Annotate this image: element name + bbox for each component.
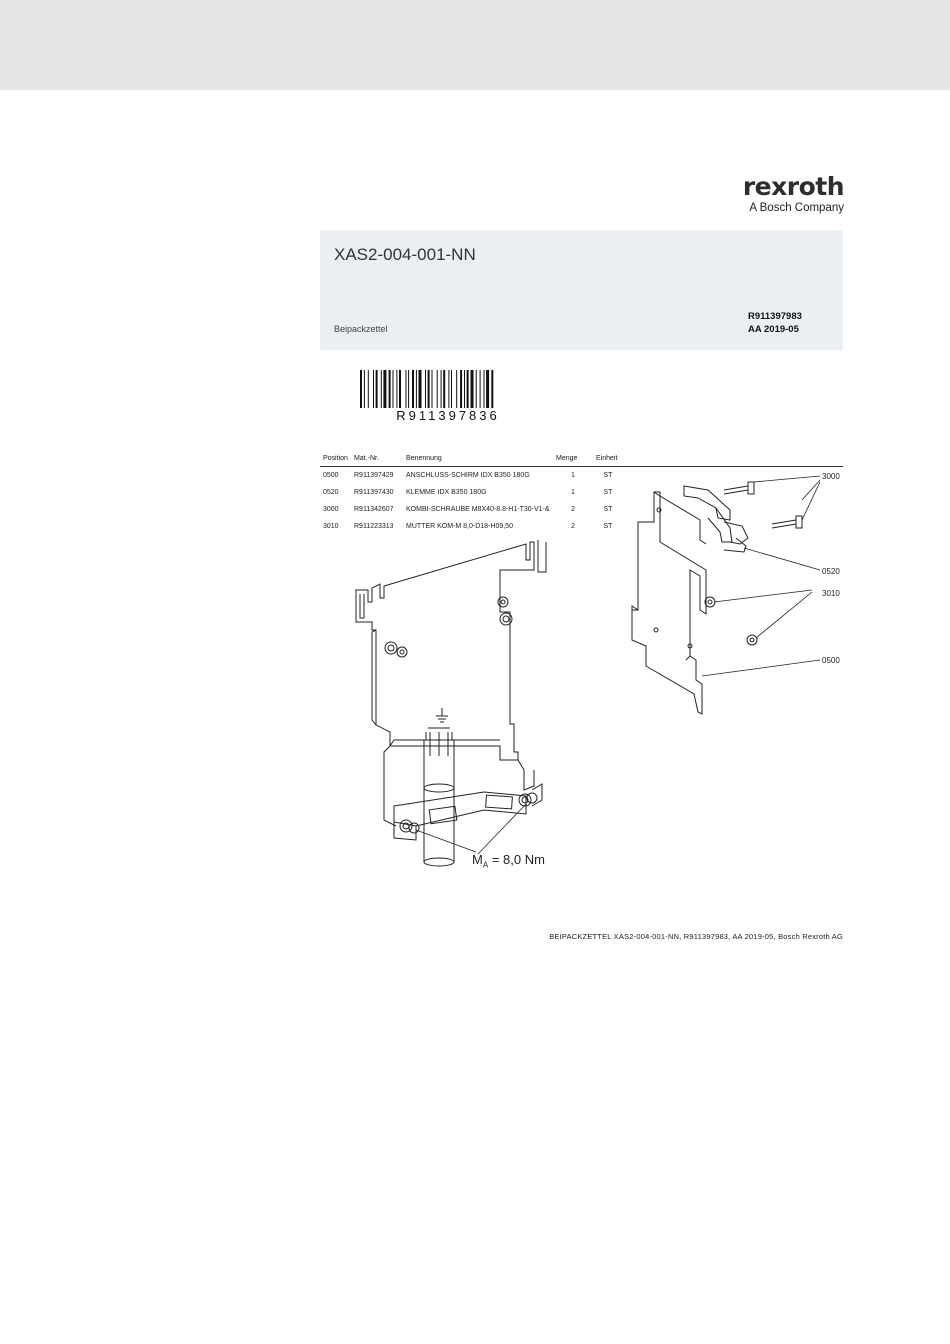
cell-position: 0500 xyxy=(323,472,339,479)
front-view xyxy=(356,540,546,866)
cell-benennung: ANSCHLUSS-SCHIRM IDX B350 180G xyxy=(406,472,530,479)
col-spacer xyxy=(623,450,843,467)
document-subtitle: Beipackzettel xyxy=(334,324,388,334)
cell-mat-nr: R911397430 xyxy=(354,489,394,496)
callout-3010: 3010 xyxy=(822,589,840,598)
logo-tagline: A Bosch Company xyxy=(749,202,844,214)
document-title: XAS2-004-001-NN xyxy=(334,245,476,264)
cell-einheit: ST xyxy=(603,472,613,479)
cell-menge: 2 xyxy=(571,523,575,530)
side-view xyxy=(632,476,820,714)
cell-position: 3010 xyxy=(323,523,339,530)
cell-menge: 1 xyxy=(571,472,575,479)
material-number: R911397983 xyxy=(748,311,802,322)
cell-position: 0520 xyxy=(323,489,339,496)
barcode xyxy=(360,370,536,408)
callout-0520: 0520 xyxy=(822,567,840,576)
cell-einheit: ST xyxy=(603,523,613,530)
col-menge: Menge xyxy=(553,450,593,467)
torque-value: = 8,0 Nm xyxy=(491,852,545,867)
footer-text: BEIPACKZETTEL XAS2-004-001-NN, R911397983, AA 2019-05, Bosch Rexroth AG xyxy=(549,932,843,941)
col-benennung: Benennung xyxy=(403,450,553,467)
revision: AA 2019-05 xyxy=(748,324,799,335)
document-header xyxy=(320,230,843,350)
cell-einheit: ST xyxy=(603,506,613,513)
cell-benennung: KOMBI-SCHRAUBE M8X40-8.8-H1-T30-V1-& xyxy=(406,506,550,513)
assembly-drawing xyxy=(320,470,843,880)
col-position: Position xyxy=(320,450,351,467)
cell-benennung: MUTTER KOM-M 8,0-D18-H09,50 xyxy=(406,523,513,530)
torque-symbol: M xyxy=(472,852,483,867)
cell-einheit: ST xyxy=(603,489,613,496)
cell-menge: 2 xyxy=(571,506,575,513)
cell-mat-nr: R911342607 xyxy=(354,506,394,513)
rexroth-logo xyxy=(740,173,844,215)
col-einheit: Einheit xyxy=(593,450,623,467)
torque-subscript: A xyxy=(482,860,489,870)
table-header-row xyxy=(320,450,843,467)
cell-position: 3000 xyxy=(323,506,339,513)
callout-3000: 3000 xyxy=(822,472,840,481)
cell-mat-nr: R911223313 xyxy=(354,523,394,530)
torque-spec xyxy=(472,852,545,870)
cell-menge: 1 xyxy=(571,489,575,496)
barcode-text: R911397836 xyxy=(396,408,500,423)
logo-wordmark: rexroth xyxy=(742,172,844,201)
callout-0500: 0500 xyxy=(822,656,840,665)
top-bar xyxy=(0,0,950,90)
cell-benennung: KLEMME IDX B350 180G xyxy=(406,489,487,496)
col-mat-nr: Mat.-Nr. xyxy=(351,450,403,467)
document-number xyxy=(748,310,802,336)
cell-mat-nr: R911397429 xyxy=(354,472,394,479)
